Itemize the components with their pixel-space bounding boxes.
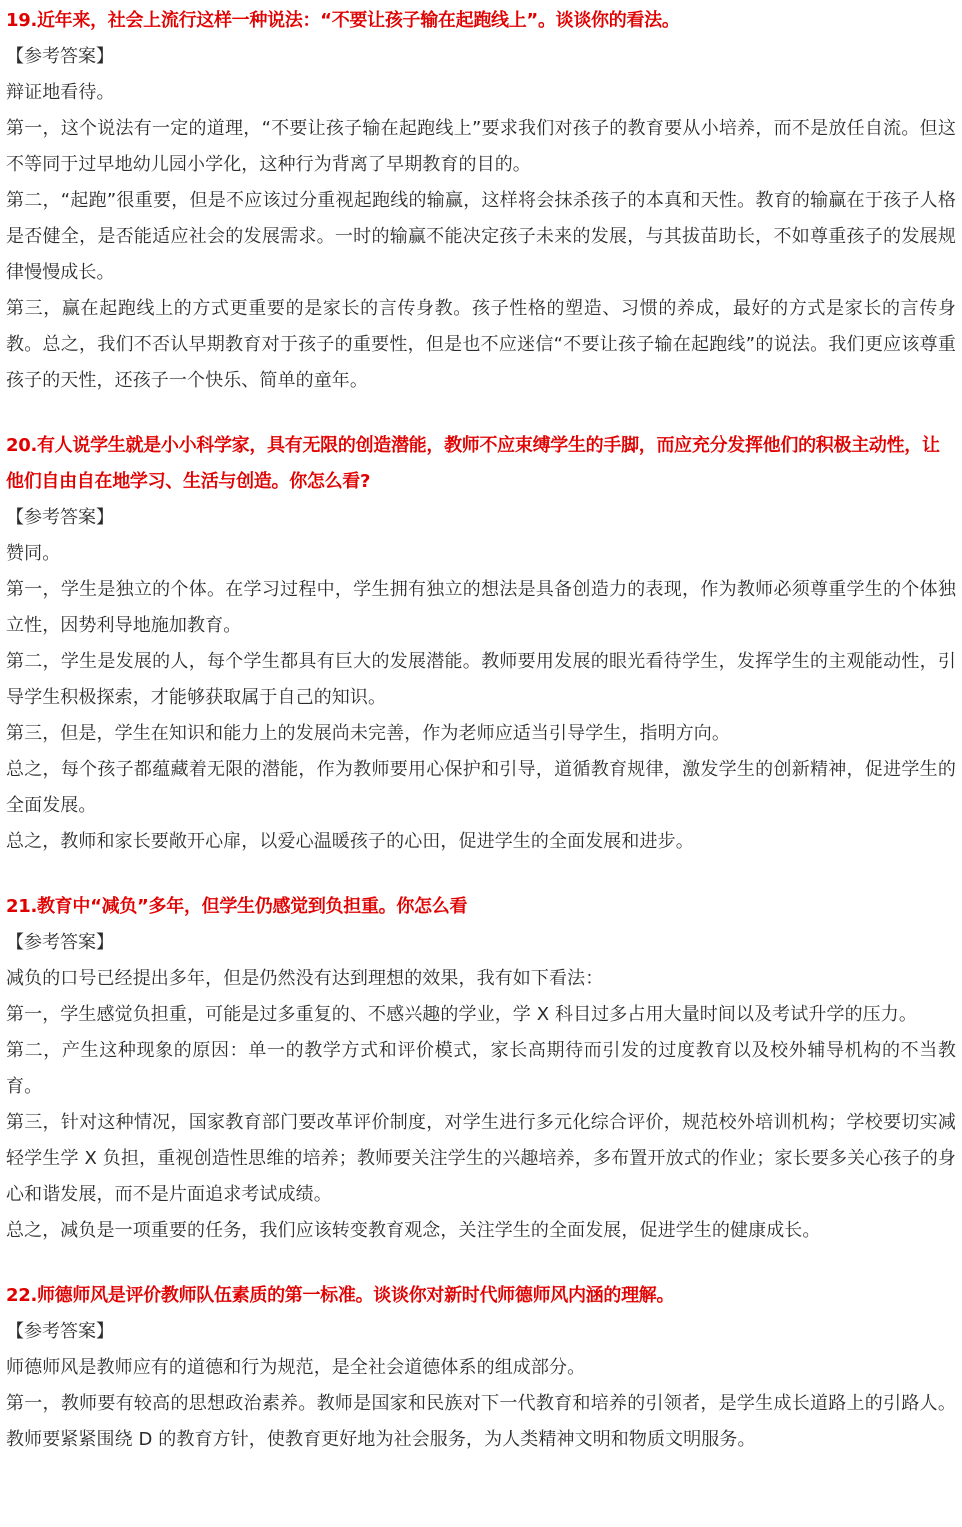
answer-tag: 【参考答案】	[6, 507, 114, 528]
answer-paragraph: 第三，但是，学生在知识和能力上的发展尚未完善，作为老师应适当引导学生，指明方向。	[6, 723, 730, 744]
answer-paragraph: 第三，针对这种情况，国家教育部门要改革评价制度，对学生进行多元化综合评价，规范校外培训机构；学校要切实减轻学生学 X 负担，重视创造性思维的培养；教师要关注学生的兴趣培养，多布置开放式的作业；家长要多关心孩子的身心和谐发展，而不是片面追求考试成绩。	[6, 1112, 956, 1205]
question-heading: 21.教育中“减负”多年，但学生仍感觉到负担重。你怎么看	[6, 896, 468, 917]
answer-paragraph: 第一，这个说法有一定的道理，“不要让孩子输在起跑线上”要求我们对孩子的教育要从小培养，而不是放任自流。但这不等同于过早地幼儿园小学化，这种行为背离了早期教育的目的。	[6, 118, 956, 175]
answer-tag: 【参考答案】	[6, 1321, 114, 1342]
answer-paragraph: 第三，赢在起跑线上的方式更重要的是家长的言传身教。孩子性格的塑造、习惯的养成，最好的方式是家长的言传身教。总之，我们不否认早期教育对于孩子的重要性，但是也不应迷信“不要让孩子输在起跑线”的说法。我们更应该尊重孩子的天性，还孩子一个快乐、简单的童年。	[6, 298, 956, 391]
question-heading: 22.师德师风是评价教师队伍素质的第一标准。谈谈你对新时代师德师风内涵的理解。	[6, 1285, 675, 1306]
answer-paragraph: 第二，“起跑”很重要，但是不应该过分重视起跑线的输赢，这样将会抹杀孩子的本真和天性。教育的输赢在于孩子人格是否健全，是否能适应社会的发展需求。一时的输赢不能决定孩子未来的发展，与其拔苗助长，不如尊重孩子的发展规律慢慢成长。	[6, 190, 956, 283]
qa-section-20	[6, 428, 956, 860]
qa-section-22	[6, 1278, 956, 1458]
answer-paragraph: 第一，教师要有较高的思想政治素养。教师是国家和民族对下一代教育和培养的引领者，是学生成长道路上的引路人。教师要紧紧围绕 D 的教育方针，使教育更好地为社会服务，为人类精神文明和物质文明服务。	[6, 1393, 956, 1450]
question-heading: 20.有人说学生就是小小科学家，具有无限的创造潜能，教师不应束缚学生的手脚，而应充分发挥他们的积极主动性，让他们自由自在地学习、生活与创造。你怎么看?	[6, 435, 940, 492]
qa-section-21	[6, 889, 956, 1249]
answer-paragraph: 师德师风是教师应有的道德和行为规范，是全社会道德体系的组成部分。	[6, 1357, 586, 1378]
answer-paragraph: 赞同。	[6, 543, 61, 564]
answer-paragraph: 第二，学生是发展的人，每个学生都具有巨大的发展潜能。教师要用发展的眼光看待学生，发挥学生的主观能动性，引导学生积极探索，才能够获取属于自己的知识。	[6, 651, 956, 708]
answer-paragraph: 总之，减负是一项重要的任务，我们应该转变教育观念，关注学生的全面发展，促进学生的健康成长。	[6, 1220, 821, 1241]
answer-paragraph: 第一，学生是独立的个体。在学习过程中，学生拥有独立的想法是具备创造力的表现，作为教师必须尊重学生的个体独立性，因势利导地施加教育。	[6, 579, 956, 636]
question-heading: 19.近年来，社会上流行这样一种说法：“不要让孩子输在起跑线上”。谈谈你的看法。	[6, 10, 680, 31]
answer-paragraph: 第二，产生这种现象的原因：单一的教学方式和评价模式，家长高期待而引发的过度教育以及校外辅导机构的不当教育。	[6, 1040, 956, 1097]
answer-paragraph: 第一，学生感觉负担重，可能是过多重复的、不感兴趣的学业，学 X 科目过多占用大量时间以及考试升学的压力。	[6, 1004, 917, 1025]
qa-section-19	[6, 3, 956, 399]
answer-paragraph: 减负的口号已经提出多年，但是仍然没有达到理想的效果，我有如下看法：	[6, 968, 604, 989]
answer-tag: 【参考答案】	[6, 46, 114, 67]
answer-paragraph: 辩证地看待。	[6, 82, 115, 103]
answer-tag: 【参考答案】	[6, 932, 114, 953]
answer-paragraph: 总之，教师和家长要敞开心扉，以爱心温暖孩子的心田，促进学生的全面发展和进步。	[6, 831, 694, 852]
answer-paragraph: 总之，每个孩子都蕴藏着无限的潜能，作为教师要用心保护和引导，道循教育规律，激发学生的创新精神，促进学生的全面发展。	[6, 759, 956, 816]
